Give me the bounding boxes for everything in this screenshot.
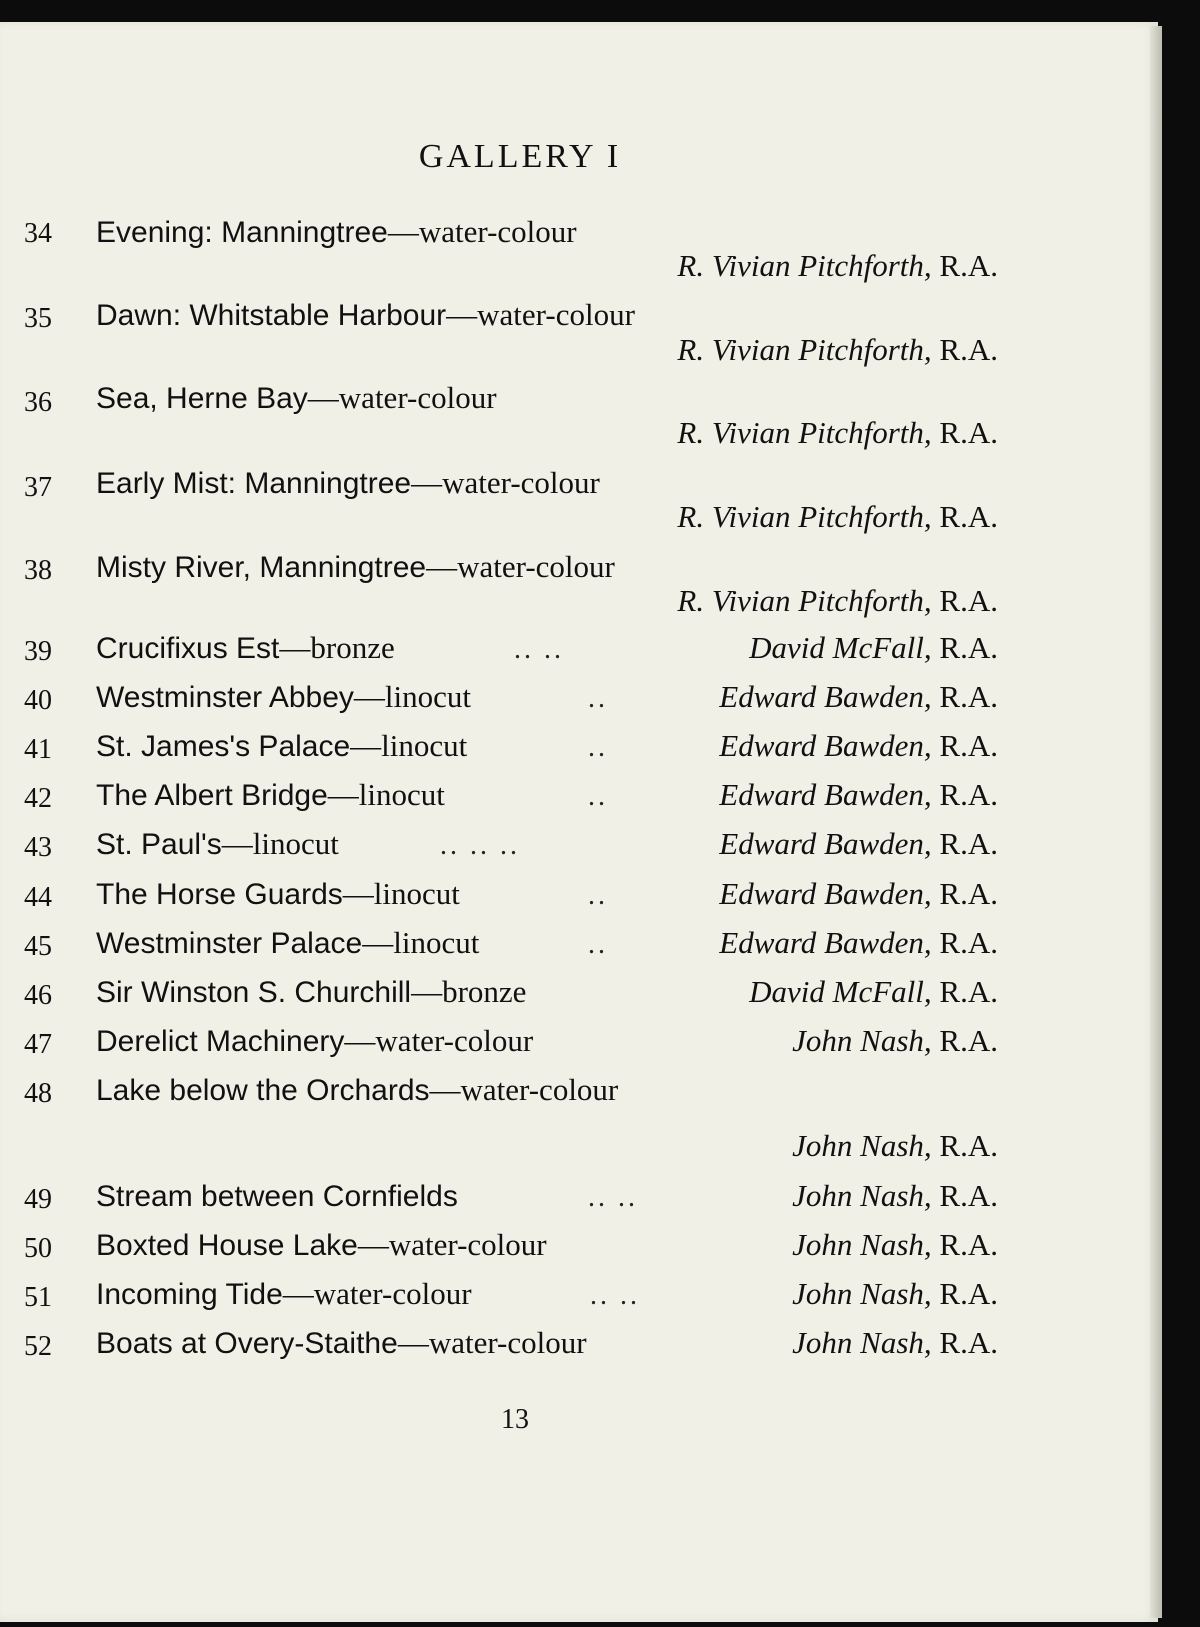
entry-medium: —linocut [350, 728, 468, 763]
entry-medium: —water-colour [344, 1023, 534, 1058]
entry-number: 41 [24, 734, 52, 765]
artist-name: R. Vivian Pitchforth, [677, 332, 932, 367]
leader-dots: .. [588, 781, 608, 812]
page-number: 13 [501, 1404, 529, 1435]
gallery-title: GALLERY I [418, 138, 622, 175]
entry-number: 40 [24, 685, 52, 716]
artist-name: John Nash, [792, 1276, 932, 1311]
artist-suffix: R.A. [939, 499, 998, 534]
entry-title: Boxted House Lake [96, 1229, 358, 1262]
entry-number: 39 [24, 636, 52, 667]
artist-name: Edward Bawden, [719, 925, 932, 960]
entry-medium: —linocut [221, 826, 339, 861]
entry-title: The Horse Guards [96, 878, 343, 911]
entry-title-line [96, 549, 996, 585]
artist-suffix: R.A. [939, 1325, 998, 1360]
entry-artist [719, 826, 998, 862]
artist-name: John Nash, [792, 1128, 932, 1163]
entry-title: Stream between Cornfields [96, 1180, 458, 1213]
leader-dots: .. [588, 929, 608, 960]
entry-artist [677, 415, 998, 451]
entry-artist [677, 499, 998, 535]
entry-artist [749, 974, 998, 1010]
entry-medium: —linocut [342, 876, 460, 911]
entry-title-line [96, 297, 996, 333]
artist-name: John Nash, [792, 1178, 932, 1213]
entry-artist [677, 332, 998, 368]
entry-medium: —water-colour [397, 1325, 587, 1360]
entry-title: Sir Winston S. Churchill [96, 976, 412, 1009]
entry-medium: —water-colour [426, 549, 615, 584]
entry-medium: —linocut [353, 679, 471, 714]
entry-number: 37 [24, 472, 52, 503]
entry-medium: —water-colour [387, 214, 577, 249]
artist-suffix: R.A. [939, 630, 998, 665]
entry-number: 38 [24, 555, 52, 586]
artist-suffix: R.A. [939, 925, 998, 960]
artist-name: John Nash, [792, 1325, 932, 1360]
entry-title: Crucifixus Est [96, 632, 280, 665]
entry-medium: —bronze [411, 974, 527, 1009]
artist-suffix: R.A. [939, 974, 998, 1009]
entry-medium: —linocut [327, 777, 445, 812]
artist-suffix: R.A. [939, 1227, 998, 1262]
artist-suffix: R.A. [939, 679, 998, 714]
entry-title-line [96, 380, 996, 416]
catalogue-page [0, 22, 1158, 1622]
artist-suffix: R.A. [939, 826, 998, 861]
entry-title: St. Paul's [96, 828, 222, 861]
artist-suffix: R.A. [939, 1128, 998, 1163]
artist-name: John Nash, [792, 1227, 932, 1262]
entry-medium: —bronze [279, 630, 395, 665]
entry-artist [792, 1178, 998, 1214]
entry-title: The Albert Bridge [96, 779, 328, 812]
entry-artist [792, 1325, 998, 1361]
entry-medium: —water-colour [411, 465, 600, 500]
entry-number: 35 [24, 303, 52, 334]
artist-name: Edward Bawden, [719, 728, 932, 763]
entry-title: Misty River, Manningtree [96, 551, 427, 584]
artist-name: R. Vivian Pitchforth, [677, 248, 932, 283]
entry-title: Incoming Tide [96, 1278, 283, 1311]
artist-name: Edward Bawden, [719, 876, 932, 911]
entry-artist [719, 679, 998, 715]
entry-artist [749, 630, 998, 666]
artist-name: Edward Bawden, [719, 777, 932, 812]
artist-name: John Nash, [792, 1023, 932, 1058]
entry-title: Westminster Abbey [96, 681, 354, 714]
entry-artist [792, 1023, 998, 1059]
entry-title: Derelict Machinery [96, 1025, 345, 1058]
entry-medium: —water-colour [307, 380, 497, 415]
artist-name: R. Vivian Pitchforth, [677, 583, 932, 618]
artist-name: R. Vivian Pitchforth, [677, 499, 932, 534]
entry-artist [719, 728, 998, 764]
artist-suffix: R.A. [939, 728, 998, 763]
entry-number: 49 [24, 1184, 52, 1215]
entry-title: Dawn: Whitstable Harbour [96, 299, 447, 332]
entry-medium: —water-colour [429, 1072, 619, 1107]
entry-number: 44 [24, 882, 52, 913]
entry-artist [719, 925, 998, 961]
leader-dots: .. [588, 732, 608, 763]
entry-title: Sea, Herne Bay [96, 382, 308, 415]
leader-dots: .. .. .. [440, 830, 520, 861]
entry-title: Westminster Palace [96, 927, 363, 960]
entry-title-line [96, 214, 996, 250]
entry-artist [792, 1227, 998, 1263]
artist-name: Edward Bawden, [719, 679, 932, 714]
entry-title: Boats at Overy-Staithe [96, 1327, 398, 1360]
artist-suffix: R.A. [939, 1276, 998, 1311]
entry-title: Lake below the Orchards [96, 1074, 430, 1107]
entry-number: 42 [24, 783, 52, 814]
page-edge [1150, 26, 1162, 1618]
entry-artist [677, 583, 998, 619]
artist-suffix: R.A. [939, 1023, 998, 1058]
entry-title: St. James's Palace [96, 730, 351, 763]
entry-number: 50 [24, 1233, 52, 1264]
entry-artist [719, 876, 998, 912]
entry-number: 46 [24, 980, 52, 1011]
entry-title-line [96, 465, 996, 501]
artist-name: R. Vivian Pitchforth, [677, 415, 932, 450]
artist-name: Edward Bawden, [719, 826, 932, 861]
entry-artist [792, 1276, 998, 1312]
entry-title-line [96, 1072, 996, 1108]
leader-dots: .. .. [590, 1280, 640, 1311]
artist-suffix: R.A. [939, 332, 998, 367]
artist-name: David McFall, [749, 630, 932, 665]
artist-suffix: R.A. [939, 1178, 998, 1213]
entry-number: 48 [24, 1078, 52, 1109]
artist-suffix: R.A. [939, 415, 998, 450]
entry-number: 34 [24, 218, 52, 249]
entry-title: Early Mist: Manningtree [96, 467, 412, 500]
entry-medium: —water-colour [446, 297, 635, 332]
entry-medium: —water-colour [357, 1227, 547, 1262]
leader-dots: .. .. [588, 1182, 638, 1213]
entry-number: 43 [24, 832, 52, 863]
entry-artist [719, 777, 998, 813]
entry-artist [792, 1128, 998, 1164]
entry-number: 45 [24, 931, 52, 962]
entry-title: Evening: Manningtree [96, 216, 388, 249]
artist-suffix: R.A. [939, 583, 998, 618]
leader-dots: .. .. [514, 634, 564, 665]
leader-dots: .. [588, 683, 608, 714]
entry-medium: —linocut [362, 925, 480, 960]
artist-name: David McFall, [749, 974, 932, 1009]
entry-number: 36 [24, 387, 52, 418]
entry-number: 51 [24, 1282, 52, 1313]
entry-number: 52 [24, 1331, 52, 1362]
artist-suffix: R.A. [939, 248, 998, 283]
entry-number: 47 [24, 1029, 52, 1060]
artist-suffix: R.A. [939, 876, 998, 911]
entry-medium: —water-colour [282, 1276, 472, 1311]
entry-artist [677, 248, 998, 284]
leader-dots: .. [588, 880, 608, 911]
artist-suffix: R.A. [939, 777, 998, 812]
